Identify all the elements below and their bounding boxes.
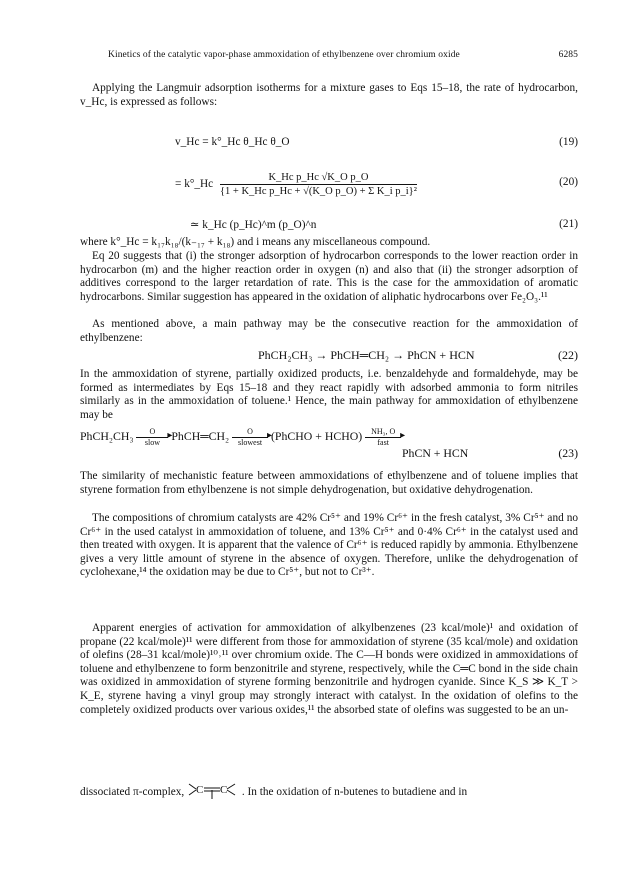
equation-22-body: PhCH₂CH₃ → PhCH═CH₂ → PhCN + HCN	[258, 348, 475, 362]
arrow-label-bottom: fast	[377, 438, 389, 447]
equation-19-number: (19)	[559, 136, 578, 148]
where-clause: where k°_Hc = k₁₇k₁₈/(k₋₁₇ + k₁₈) and i means any miscellaneous compound.	[80, 236, 431, 248]
equation-19	[80, 136, 578, 156]
equation-20-numerator: K_Hc p_Hc √K_O p_O	[220, 172, 417, 185]
running-header	[108, 50, 578, 60]
equation-20-number: (20)	[559, 176, 578, 188]
paragraph-styrene: In the ammoxidation of styrene, partially oxidized products, i.e. benzaldehyde and formaldehyde, may be formed as intermediates by Eqs 15–18 and they react rapidly with adsorbed ammonia to form nitriles similarly as in the ammoxidation of toluene.¹ Hence, the main pathway for ammoxidation of ethylbenzene may be	[80, 368, 578, 421]
equation-23-intermediates: (PhCHO + HCHO)	[271, 429, 363, 444]
paragraph-main-pathway: As mentioned above, a main pathway may be the consecutive reaction for the ammoxidation of ethylbenzene:	[80, 318, 578, 344]
equation-20-fraction	[220, 172, 417, 197]
equation-23-number: (23)	[558, 446, 578, 460]
equation-23	[80, 424, 578, 464]
equation-21-body: ≃ k_Hc (p_Hc)^m (p_O)^n	[190, 219, 317, 231]
pi-complex-structure	[187, 780, 239, 805]
equation-20-prefix: = k°_Hc	[175, 178, 214, 191]
last-line-before: dissociated π-complex,	[80, 785, 185, 798]
paragraph-chromium-composition: The compositions of chromium catalysts are 42% Cr⁵⁺ and 19% Cr⁶⁺ in the fresh catalyst, 3% Cr⁵⁺ and no Cr⁶⁺ in the used catalyst in ammoxidation of toluene, and 13% Cr⁵⁺ and 0·4% Cr⁶⁺ in the catalyst used and then treated with oxygen. It is apparent that the valence of Cr⁶⁺ is reduced rapidly by ammonia. Ethylbenzene gives a very little amount of styrene in the absence of oxygen. Therefore, unlike the dehydrogenation of cyclohexane,¹⁴ the oxidation may be due to Cr⁵⁺, but not to Cr³⁺.	[80, 512, 578, 579]
equation-20-denominator: {1 + K_Hc p_Hc + √(K_O p_O) + Σ K_i p_i}²	[220, 186, 417, 197]
arrow-label-top: NH₃, O	[371, 427, 396, 436]
equation-23-products: PhCN + HCN	[402, 446, 469, 460]
last-line-after: . In the oxidation of n-butenes to butadiene and in	[241, 785, 468, 798]
svg-text:C: C	[220, 784, 228, 796]
equation-23-arrow-fast	[365, 428, 401, 447]
paragraph-similarity: The similarity of mechanistic feature between ammoxidations of ethylbenzene and of toluene implies that styrene formation from ethylbenzene is not simple dehydrogenation, but oxidative dehydrogenation.	[80, 470, 578, 496]
equation-22-number: (22)	[558, 348, 578, 362]
running-title: Kinetics of the catalytic vapor-phase ammoxidation of ethylbenzene over chromium oxide	[108, 50, 460, 60]
paragraph-intro: Applying the Langmuir adsorption isotherms for a mixture gases to Eqs 15–18, the rate of hydrocarbon, v_Hc, is expressed as follows:	[80, 82, 578, 108]
equation-23-reactant: PhCH₂CH₃	[80, 429, 134, 444]
equation-19-body: v_Hc = k°_Hc θ_Hc θ_O	[175, 136, 290, 148]
paragraph-eq20-discussion: Eq 20 suggests that (i) the stronger adsorption of hydrocarbon corresponds to the lower reaction order in hydrocarbon (m) and the higher reaction order in oxygen (n) and also that (ii) the stronger adsorption of additives correspond to the larger retardation of rate. This is the case for the ammoxidation of aromatic hydrocarbons. Similar suggestion has appeared in the oxidation of aliphatic hydrocarbons over Fe₂O₃.¹¹	[80, 250, 578, 303]
arrow-label-top: O	[149, 427, 156, 436]
equation-23-arrow-slowest	[232, 428, 268, 447]
arrow-label-bottom: slow	[144, 438, 160, 447]
svg-text:C: C	[196, 784, 204, 796]
equation-23-arrow-slow	[136, 428, 168, 447]
arrow-label-top: O	[247, 427, 253, 436]
equation-20	[80, 162, 578, 202]
last-line	[80, 780, 578, 805]
page-number: 6285	[558, 50, 578, 60]
arrow-label-bottom: slowest	[238, 438, 263, 447]
paragraph-activation-energies: Apparent energies of activation for ammoxidation of alkylbenzenes (23 kcal/mole)¹ and oxidation of propane (22 kcal/mole)¹¹ were different from those for ammoxidation of styrene (35 kcal/mole) and oxidation of olefins (28–31 kcal/mole)¹⁰˒¹¹ over chromium oxide. The C—H bonds were oxidized in ammoxidations of toluene and ethylbenzene to form benzonitrile and styrene, respectively, while the C═C bond in the side chain was oxidized in ammoxidation of styrene forming benzonitrile and hydrogen cyanide. Since K_S ≫ K_T > K_E, styrene having a vinyl group may strongly interact with catalyst. In the oxidation of olefins to the completely oxidized products over various oxides,¹¹ the absorbed state of olefins was suggested to be an un-	[80, 622, 578, 716]
equation-21	[80, 218, 578, 238]
equation-23-styrene: PhCH═CH₂	[171, 429, 230, 444]
equation-21-number: (21)	[559, 218, 578, 230]
